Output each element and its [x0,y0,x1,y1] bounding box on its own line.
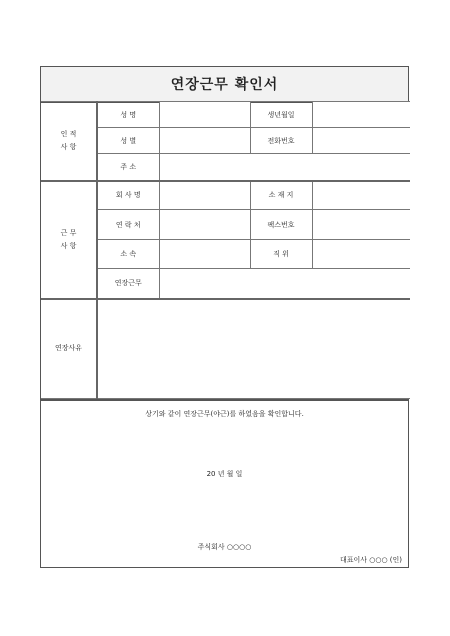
position-label: 직 위 [250,240,312,269]
reason-field[interactable] [97,299,410,399]
company-field[interactable] [159,181,250,210]
overtime-field[interactable] [159,269,410,299]
form-title: 연장근무 확인서 [41,67,408,103]
position-field[interactable] [312,240,410,269]
reason-label: 연장사유 [41,299,97,399]
birth-field[interactable] [312,102,410,128]
contact-field[interactable] [159,210,250,240]
confirmation-section [41,399,408,569]
dept-label: 소 속 [97,240,159,269]
phone-field[interactable] [312,128,410,154]
location-label: 소 재 지 [250,181,312,210]
overtime-label: 연장근무 [97,269,159,299]
name-field[interactable] [159,102,250,128]
phone-label: 전화번호 [250,128,312,154]
work-section-label: 근 무 사 항 [41,181,97,299]
address-label: 주 소 [97,154,159,181]
dept-field[interactable] [159,240,250,269]
overtime-confirmation-form [40,66,409,568]
address-field[interactable] [159,154,410,181]
fax-label: 팩스번호 [250,210,312,240]
date-line: 20 년 월 일 [206,470,243,478]
birth-label: 생년월일 [250,102,312,128]
company-line: 주식회사 ○○○○ [197,543,252,551]
fax-field[interactable] [312,210,410,240]
confirmation-statement: 상기와 같이 연장근무(야근)를 하였음을 확인합니다. [145,410,304,418]
personal-section-label: 인 적 사 항 [41,102,97,181]
representative-line: 대표이사 ○○○ (인) [339,556,402,564]
name-label: 성 명 [97,102,159,128]
contact-label: 연 락 처 [97,210,159,240]
info-table [41,101,410,399]
gender-field[interactable] [159,128,250,154]
location-field[interactable] [312,181,410,210]
gender-label: 성 별 [97,128,159,154]
company-label: 회 사 명 [97,181,159,210]
